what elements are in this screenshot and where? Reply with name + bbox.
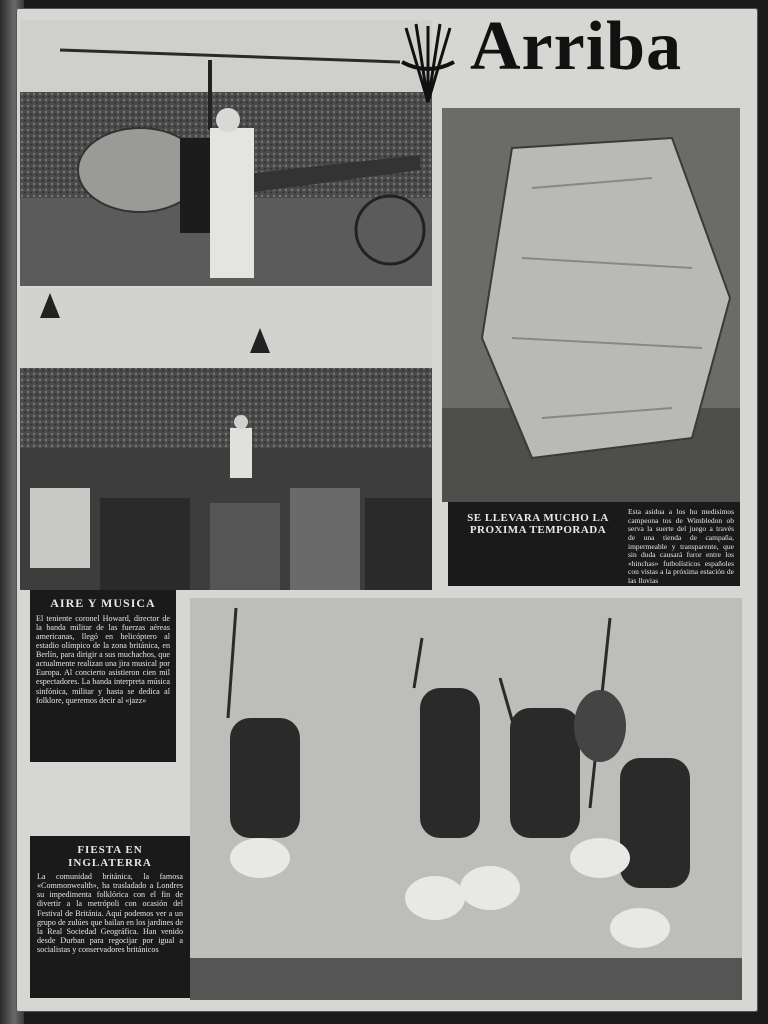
tent-headline: SE LLEVARA MUCHO LA PROXIMA TEMPORADA: [467, 512, 609, 537]
helicopter-photo: [20, 20, 432, 286]
fiesta-article: [30, 836, 190, 998]
tent-caption-text: Esta asidua a los hu medisimos campeona tos de Wimbledon ob serva la suerte del juego a través de una tienda de campaña, impermeable y transparente, que sin duda causará furor entre los «hinchas» futbolísticos españoles con vistas a la próxima estación de las lluvias: [628, 507, 734, 585]
aire-y-musica-text: El teniente coronel Howard, director de la banda militar de las fuerzas aéreas americanas, llegó en helicóptero al estadio olímpico de la zona británica, en Berlín, para dirigir a sus muchachos, que actualmente realizan una jira musical por Europa. Al concierto asistieron cien mil espectadores. La banda interpreta música sinfónica, militar y hasta se dedica al folklore, queremos decir al «jazz»: [36, 614, 170, 705]
fiesta-text: La comunidad británica, la famosa «Commonwealth», ha trasladado a Londres su impedimenta folklórica con el fin de divertir a la metrópoli con ocasión del Festival de Británia. Aquí podemos ver a un grupo de zulúes que bailan en los jardines de la Real Sociedad Geográfica. Han venido desde Durban para regocijar por igual a socialistas y conservadores británicos: [37, 872, 183, 954]
zulu-dancers-photo: [190, 598, 742, 1000]
aire-y-musica-article: [30, 590, 176, 762]
yoke-and-arrows-emblem: [398, 16, 458, 104]
fiesta-headline: FIESTA EN INGLATERRA: [68, 844, 152, 869]
rolled-tent-photo: [442, 108, 740, 502]
masthead-title: Arriba: [470, 8, 683, 85]
aire-y-musica-headline: AIRE Y MUSICA: [50, 596, 156, 610]
stadium-band-photo: [20, 288, 432, 590]
tent-caption: [448, 502, 740, 586]
masthead: [398, 8, 738, 104]
